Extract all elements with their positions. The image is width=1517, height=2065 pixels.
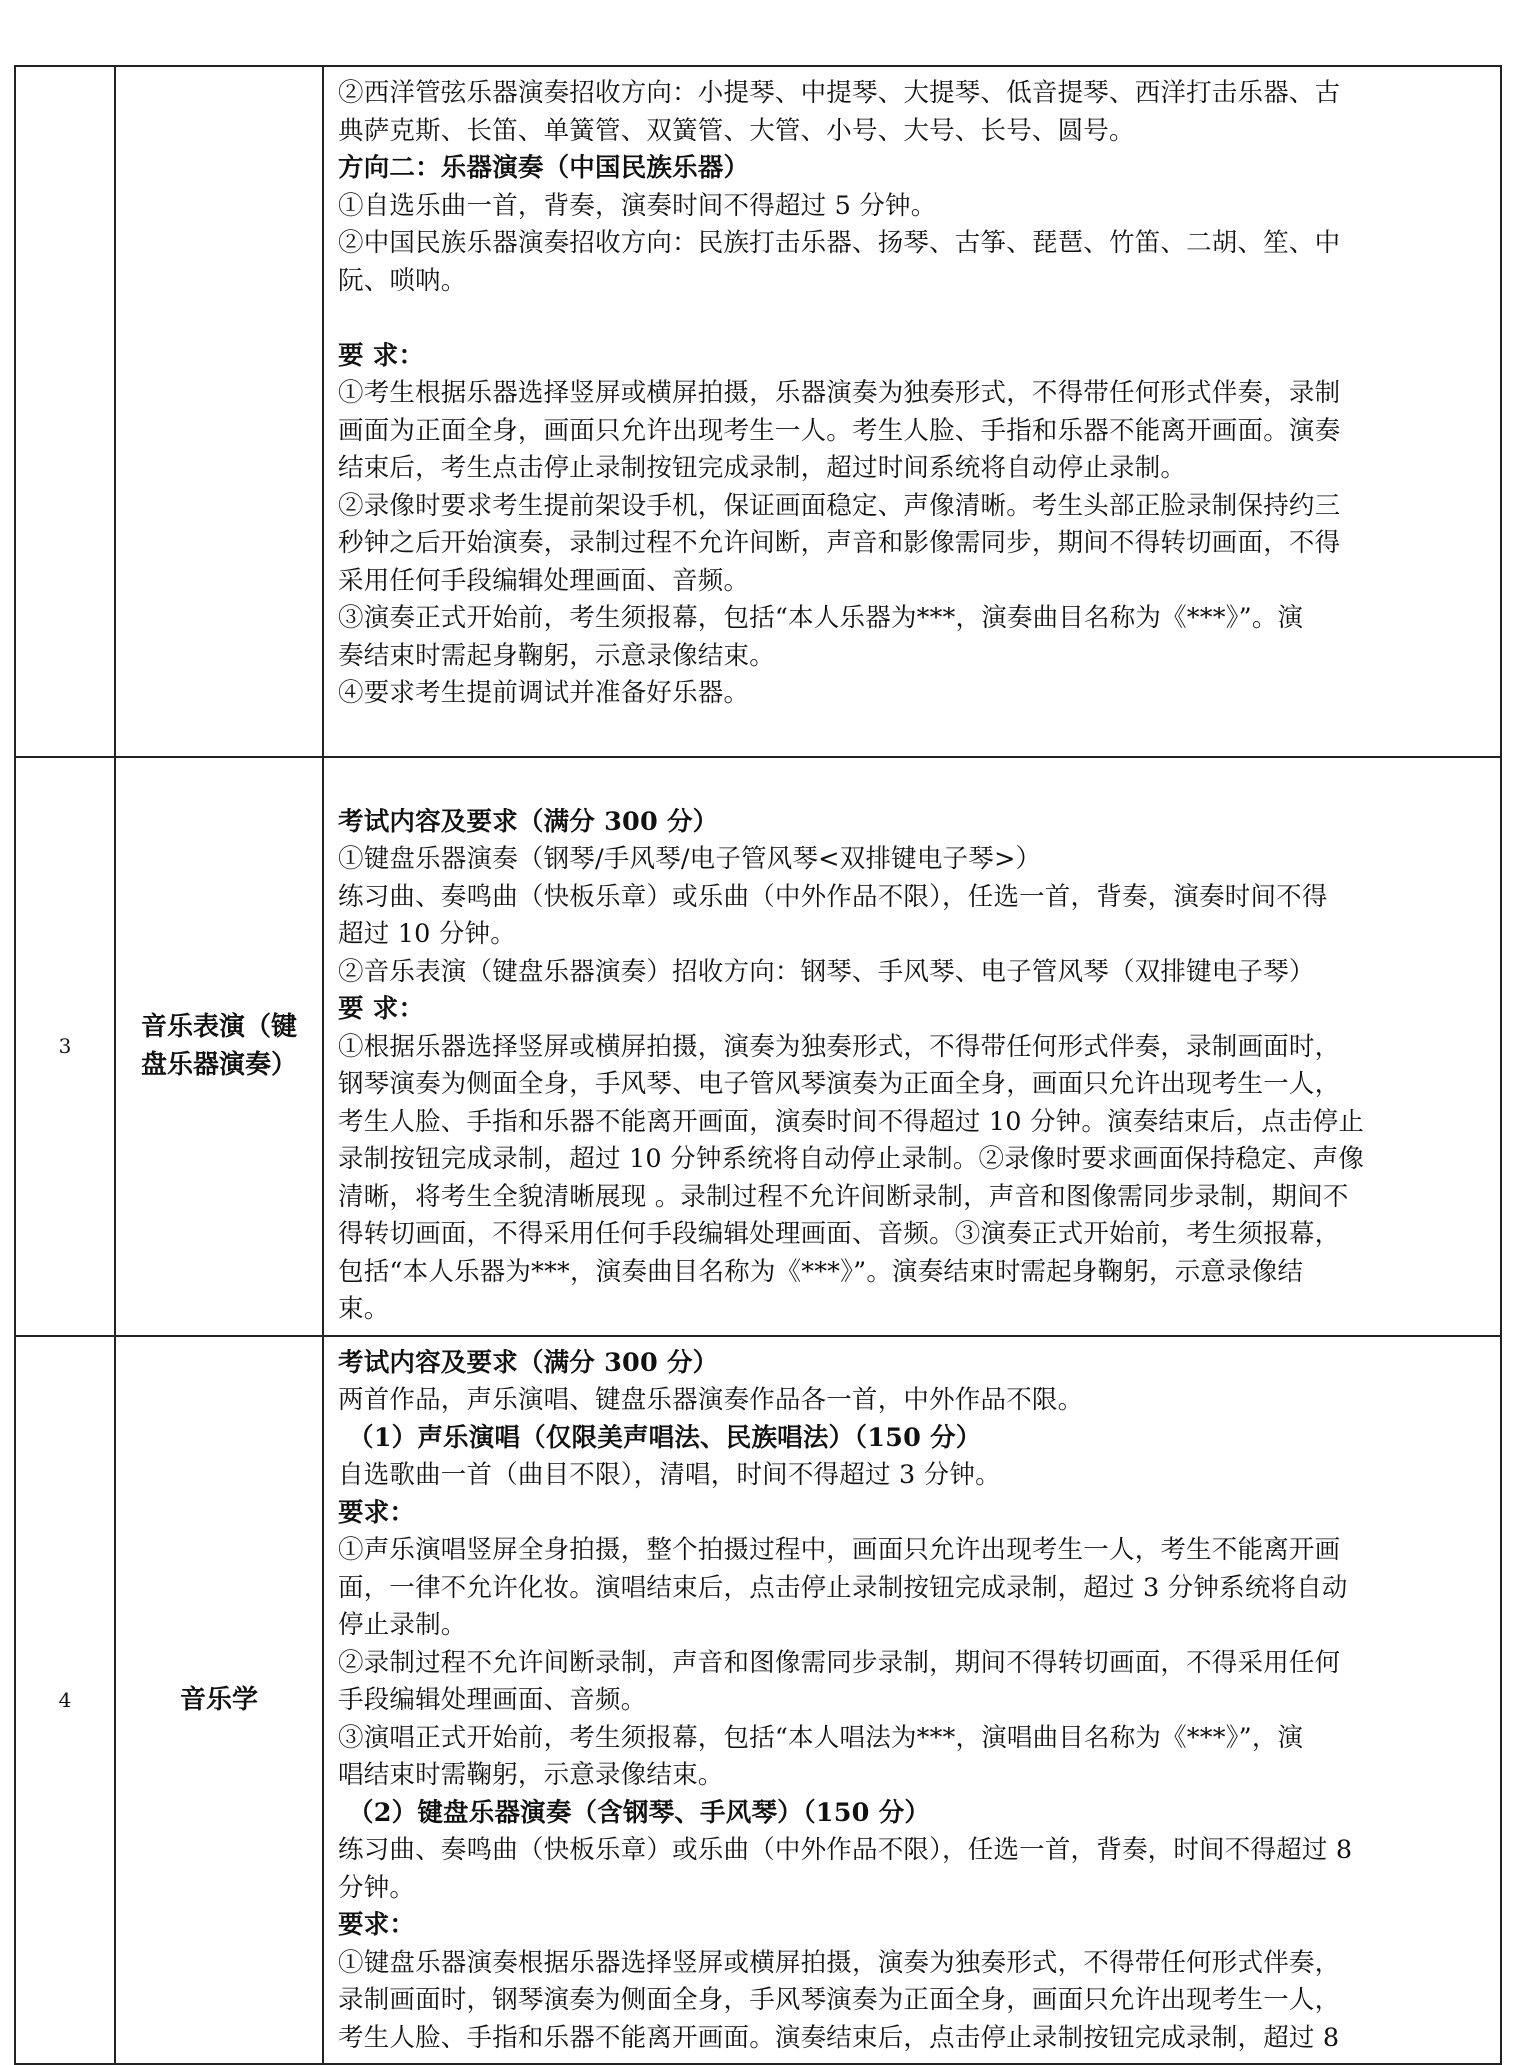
- text-line: ④要求考生提前调试并准备好乐器。: [338, 678, 750, 708]
- row-number: [15, 66, 115, 757]
- text-line: 得转切画面，不得采用任何手段编辑处理画面、音频。③演奏正式开始前，考生须报幕，: [338, 1219, 1341, 1249]
- text-line: 面，一律不允许化妆。演唱结束后，点击停止录制按钮完成录制，超过 3 分钟系统将自动: [338, 1572, 1348, 1603]
- table-row: [15, 66, 1501, 757]
- table-row: [15, 1336, 1501, 2065]
- text-line: 练习曲、奏鸣曲（快板乐章）或乐曲（中外作品不限），任选一首，背奏，演奏时间不得: [338, 881, 1328, 912]
- text-line: 考生人脸、手指和乐器不能离开画面。演奏结束后，点击停止录制按钮完成录制，超过 8: [338, 2022, 1340, 2053]
- text-line: [338, 300, 1486, 338]
- major-cell: [115, 66, 323, 757]
- text-line: ①自选乐曲一首，背奏，演奏时间不得超过 5 分钟。: [338, 190, 937, 221]
- text-line: 停止录制。: [338, 1610, 467, 1640]
- text-line: 典萨克斯、长笛、单簧管、双簧管、大管、小号、大号、长号、圆号。: [338, 115, 1135, 146]
- text-line: 自选歌曲一首（曲目不限），清唱，时间不得超过 3 分钟。: [338, 1460, 1001, 1490]
- major-cell: [115, 1336, 323, 2065]
- text-line: ②录像时要求考生提前架设手机，保证画面稳定、声像清晰。考生头部正脸录制保持约三: [338, 490, 1341, 521]
- text-line: 分钟。: [338, 1872, 416, 1903]
- text-line: 采用任何手段编辑处理画面、音频。: [338, 565, 750, 596]
- text-line: [338, 713, 1486, 751]
- text-line: 束。: [338, 1294, 390, 1324]
- section-heading: （1）声乐演唱（仅限美声唱法、民族唱法）（150 分）: [348, 1422, 982, 1453]
- text-line: ①考生根据乐器选择竖屏或横屏拍摄，乐器演奏为独奏形式，不得带任何形式伴奏，录制: [338, 378, 1341, 408]
- section-heading: 要 求：: [338, 994, 425, 1024]
- text-line: 两首作品，声乐演唱、键盘乐器演奏作品各一首，中外作品不限。: [338, 1385, 1084, 1415]
- text-line: 练习曲、奏鸣曲（快板乐章）或乐曲（中外作品不限），任选一首，背奏，时间不得超过 8: [338, 1835, 1353, 1865]
- text-line: 秒钟之后开始演奏，录制过程不允许间断，声音和影像需同步，期间不得转切画面，不得: [338, 528, 1341, 558]
- section-heading: 要 求：: [338, 340, 425, 371]
- section-heading: 考试内容及要求（满分 300 分）: [338, 1347, 719, 1378]
- text-line: 奏结束时需起身鞠躬，示意录像结束。: [338, 640, 775, 671]
- requirements-cell: [323, 66, 1501, 757]
- text-line: ①根据乐器选择竖屏或横屏拍摄，演奏为独奏形式，不得带任何形式伴奏，录制画面时，: [338, 1031, 1341, 1062]
- text-line: ③演奏正式开始前，考生须报幕，包括“本人乐器为***，演奏曲目名称为《***》”。演: [338, 603, 1304, 633]
- requirements-cell: [323, 757, 1501, 1336]
- text-line: [338, 766, 1486, 804]
- text-line: ③演唱正式开始前，考生须报幕，包括“本人唱法为***，演唱曲目名称为《***》”，演: [338, 1722, 1304, 1753]
- text-line: ①键盘乐器演奏根据乐器选择竖屏或横屏拍摄，演奏为独奏形式，不得带任何形式伴奏，: [338, 1947, 1341, 1978]
- requirements-cell: [323, 1336, 1501, 2065]
- major-cell: [115, 757, 323, 1336]
- section-heading: 要求：: [338, 1497, 416, 1528]
- text-line: ②西洋管弦乐器演奏招收方向：小提琴、中提琴、大提琴、低音提琴、西洋打击乐器、古: [338, 78, 1341, 108]
- text-line: 画面为正面全身，画面只允许出现考生一人。考生人脸、手指和乐器不能离开画面。演奏: [338, 415, 1341, 446]
- major-name: 音乐学: [179, 1684, 258, 1715]
- row-number: 4: [15, 1336, 115, 2065]
- exam-requirements-table: [14, 65, 1502, 2065]
- section-heading: 要求：: [338, 1910, 416, 1940]
- text-line: 包括“本人乐器为***，演奏曲目名称为《***》”。演奏结束时需起身鞠躬，示意录像结: [338, 1256, 1304, 1287]
- text-line: ②录制过程不允许间断录制，声音和图像需同步录制，期间不得转切画面，不得采用任何: [338, 1647, 1341, 1678]
- text-line: 录制画面时，钢琴演奏为侧面全身，手风琴演奏为正面全身，画面只允许出现考生一人，: [338, 1985, 1341, 2015]
- text-line: ①键盘乐器演奏（钢琴/手风琴/电子管风琴<双排键电子琴>）: [338, 844, 1042, 874]
- table-row: [15, 757, 1501, 1336]
- text-line: 考生人脸、手指和乐器不能离开画面，演奏时间不得超过 10 分钟。演奏结束后，点击停止: [338, 1106, 1365, 1137]
- section-heading: 方向二：乐器演奏（中国民族乐器）: [338, 153, 750, 183]
- text-line: 阮、唢呐。: [338, 265, 467, 296]
- section-heading: 考试内容及要求（满分 300 分）: [338, 806, 719, 837]
- text-line: 结束后，考生点击停止录制按钮完成录制，超过时间系统将自动停止录制。: [338, 453, 1187, 483]
- text-line: 钢琴演奏为侧面全身，手风琴、电子管风琴演奏为正面全身，画面只允许出现考生一人，: [338, 1069, 1341, 1099]
- section-heading: （2）键盘乐器演奏（含钢琴、手风琴）（150 分）: [348, 1797, 931, 1828]
- row-number: 3: [15, 757, 115, 1336]
- text-line: 清晰，将考生全貌清晰展现 。录制过程不允许间断录制，声音和图像需同步录制，期间不: [338, 1181, 1349, 1212]
- text-line: 手段编辑处理画面、音频。: [338, 1685, 647, 1715]
- text-line: 超过 10 分钟。: [338, 919, 516, 949]
- text-line: 录制按钮完成录制，超过 10 分钟系统将自动停止录制。②录像时要求画面保持稳定、声像: [338, 1144, 1365, 1174]
- text-line: ②音乐表演（键盘乐器演奏）招收方向：钢琴、手风琴、电子管风琴（双排键电子琴）: [338, 956, 1315, 987]
- major-name: 音乐表演（键盘乐器演奏）: [140, 1012, 297, 1081]
- text-line: ①声乐演唱竖屏全身拍摄，整个拍摄过程中，画面只允许出现考生一人，考生不能离开画: [338, 1535, 1341, 1565]
- text-line: 唱结束时需鞠躬，示意录像结束。: [338, 1760, 724, 1790]
- text-line: ②中国民族乐器演奏招收方向：民族打击乐器、扬琴、古筝、琵琶、竹笛、二胡、笙、中: [338, 228, 1341, 258]
